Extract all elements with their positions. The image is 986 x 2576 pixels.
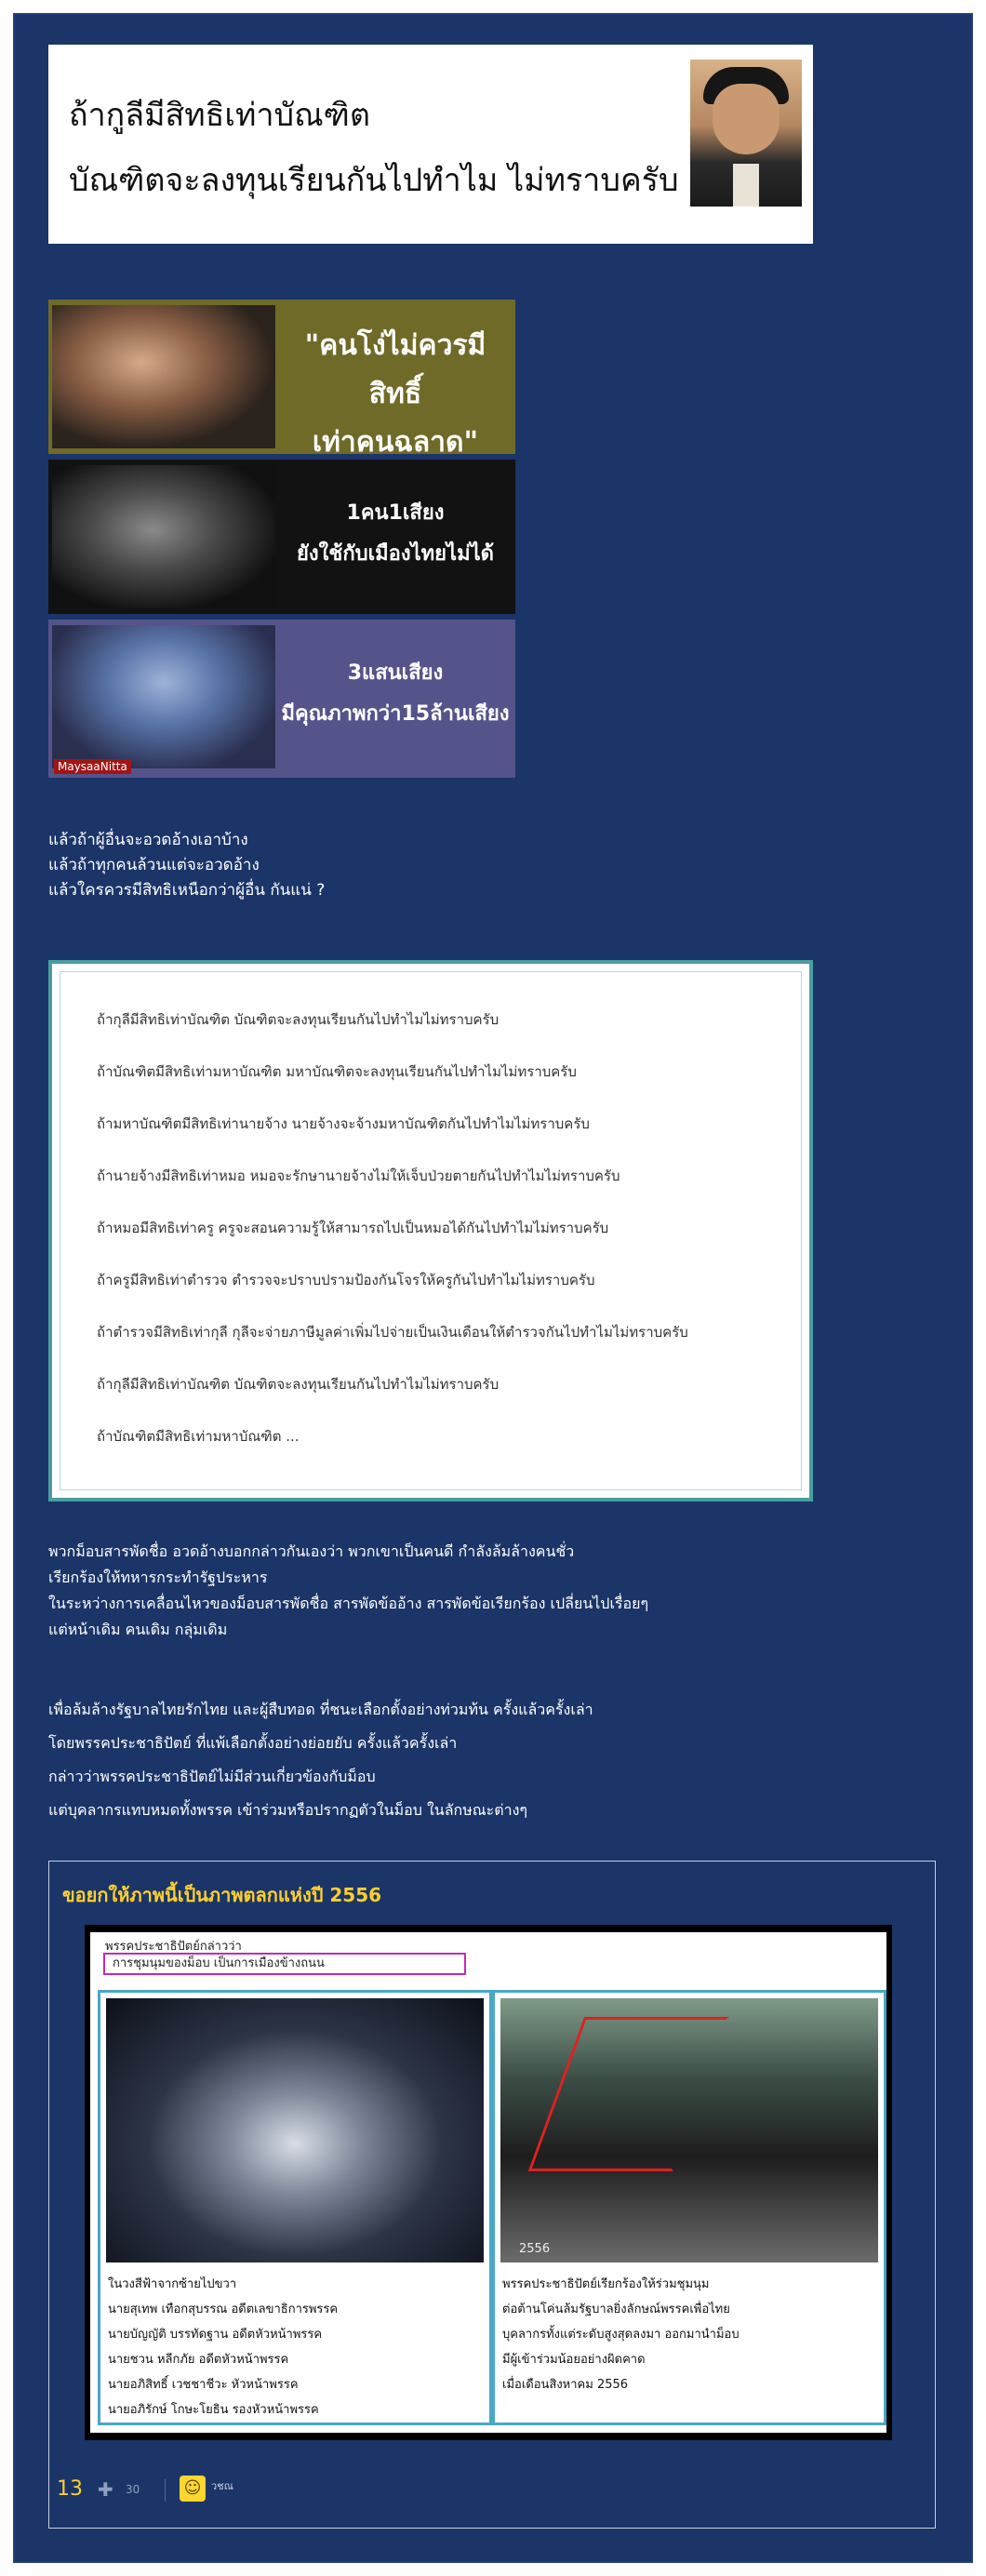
plus-icon[interactable]: ✚ <box>98 2478 113 2501</box>
like-count: 13 <box>57 2477 83 2501</box>
quote-line-1: ถ้ากูลีมีสิทธิเท่าบัณฑิต <box>69 97 370 134</box>
quote-line-2: บัณฑิตจะลงทุนเรียนกันไปทำไม ไม่ทราบครับ <box>69 162 679 199</box>
collage-caption-1: "คนโง่ไม่ควรมีสิทธิ์ เท่าคนฉลาด" <box>304 329 486 459</box>
quote-box-line: ถ้าบัณฑิตมีสิทธิเท่ามหาบัณฑิต มหาบัณฑิตจะลงทุนเรียนกันไปทำไมไม่ทราบครับ <box>97 1063 577 1080</box>
collage-photo-1 <box>52 305 275 448</box>
collage-caption-2: 1คน1เสียง ยังใช้กับเมืองไทยไม่ได้ <box>297 501 494 566</box>
left-panel-text: ในวงสีฟ้าจากซ้ายไปขวา นายสุเทพ เทือกสุบรรณ อดีตเลขาธิการพรรค นายบัญญัติ บรรทัดฐาน อดีตหัวหน้าพรรค นายชวน หลีกภัย อดีตหัวหน้าพรรค นายอภิสิทธิ์ เวชชาชีวะ หัวหน้าพรรค นายอภิรักษ์ โกษะโยธิน รองหัวหน้าพรรค <box>108 2277 339 2417</box>
left-panel <box>98 1990 492 2425</box>
paragraph-1: แล้วถ้าผู้อื่นจะอวดอ้างเอาบ้าง แล้วถ้าทุกคนล้วนแต่จะอวดอ้าง แล้วใครควรมีสิทธิเหนือกว่าผู้อื่น กันแน่ ? <box>48 831 326 900</box>
paragraph-2: พวกม็อบสารพัดชื่อ อวดอ้างบอกกล่าวกันเองว่า พวกเขาเป็นคนดี กำลังล้มล้างคนชั่ว เรียกร้องให้ทหารกระทำรัฐประหาร ในระหว่างการเคลื่อนไหวของม็อบสารพัดชื่อ สารพัดข้ออ้าง สารพัดข้อเรียกร้อง เปลี่ยนไปเรื่อยๆ แต่หน้าเดิม คนเดิม กลุ่มเดิม <box>48 1542 649 1638</box>
collage-strip-3 <box>48 620 515 778</box>
highlighted-caption: การชุมนุมของม็อบ เป็นการเมืองข้างถนน <box>103 1953 466 1975</box>
collage-strip-2 <box>48 460 515 614</box>
photo-date: 2556 <box>519 2242 551 2256</box>
post-footer <box>57 2472 615 2509</box>
quote-box-line: ถ้ามหาบัณฑิตมีสิทธิเท่านายจ้าง นายจ้างจะจ้างมหาบัณฑิตกันไปทำไมไม่ทราบครับ <box>97 1115 590 1132</box>
footer-divider <box>165 2479 166 2502</box>
quote-box-line: ถ้านายจ้างมีสิทธิเท่าหมอ หมอจะรักษานายจ้างไม่ให้เจ็บป่วยตายกันไปทำไมไม่ทราบครับ <box>97 1168 620 1184</box>
paragraph-3: เพื่อล้มล้างรัฐบาลไทยรักไทย และผู้สืบทอด ที่ชนะเลือกตั้งอย่างท่วมท้น ครั้งแล้วครั้งเล่า โดยพรรคประชาธิปัตย์ ที่แพ้เลือกตั้งอย่างย่อยยับ ครั้งแล้วครั้งเล่า กล่าวว่าพรรคประชาธิปัตย์ไม่มีส่วนเกี่ยวข้องกับม็อบ แต่บุคลากรแทบหมดทั้งพรรค เข้าร่วมหรือปรากฏตัวในม็อบ ในลักษณะต่างๆ <box>48 1701 593 1819</box>
collage-caption-3: 3แสนเสียง มีคุณภาพกว่า15ล้านเสียง <box>281 661 510 726</box>
quote-card <box>48 45 813 244</box>
quote-box-line: ถ้ากุลีมีสิทธิเท่าบัณฑิต บัณฑิตจะลงทุนเรียนกันไปทำไมไม่ทราบครับ <box>97 1011 500 1028</box>
right-panel-photo <box>500 1998 878 2262</box>
quote-box-line: ถ้าตำรวจมีสิทธิเท่ากุลี กุลีจะจ่ายภาษีมูลค่าเพิ่มไปจ่ายเป็นเงินเดือนให้ตำรวจกันไปทำไมไม่ทราบครับ <box>97 1324 688 1341</box>
sub-count: 30 <box>126 2483 140 2496</box>
right-panel <box>492 1990 886 2425</box>
forum-post <box>13 13 973 2563</box>
red-outline-shape <box>528 2017 729 2171</box>
quote-box-line: ถ้าหมอมีสิทธิเท่าครู ครูจะสอนความรู้ให้สามารถไปเป็นหมอได้กันไปทำไมไม่ทราบครับ <box>97 1220 609 1236</box>
watermark: MaysaaNitta <box>54 759 131 774</box>
collage-photo-2 <box>52 465 275 608</box>
collage-strip-1 <box>48 300 515 459</box>
quote-box-line: ถ้าครูมีสิทธิเท่าตำรวจ ตำรวจจะปราบปรามป้องกันโจรให้ครูกันไปทำไมไม่ทราบครับ <box>97 1272 595 1288</box>
right-panel-text: พรรคประชาธิปัตย์เรียกร้องให้ร่วมชุมนุม ต่อต้านโค่นล้มรัฐบาลยิ่งลักษณ์พรรคเพื่อไทย บุคลากรทั้งแต่ระดับสูงสุดลงมา ออกมานำม็อบ มีผู้เข้าร่วมน้อยอย่างผิดคาด เมื่อเดือนสิงหาคม 2556 <box>502 2277 740 2392</box>
quote-box <box>48 960 813 1502</box>
portrait-image <box>690 60 802 207</box>
image-caption-small: พรรคประชาธิปัตย์กล่าวว่า <box>105 1940 242 1954</box>
username-link[interactable]: วชณ <box>211 2480 233 2492</box>
image-collage <box>48 300 515 778</box>
post-heading: ขอยกให้ภาพนี้เป็นภาพตลกแห่งปี 2556 <box>62 1884 382 1906</box>
smiley-avatar-icon[interactable]: ☺ <box>180 2476 206 2502</box>
left-panel-photo <box>106 1998 484 2262</box>
comparison-image <box>85 1925 892 2440</box>
quote-box-line: ถ้าบัณฑิตมีสิทธิเท่ามหาบัณฑิต ... <box>97 1428 300 1445</box>
image-post-box <box>48 1861 936 2529</box>
quote-box-line: ถ้ากุลีมีสิทธิเท่าบัณฑิต บัณฑิตจะลงทุนเรียนกันไปทำไมไม่ทราบครับ <box>97 1376 500 1393</box>
collage-photo-3 <box>52 625 275 768</box>
